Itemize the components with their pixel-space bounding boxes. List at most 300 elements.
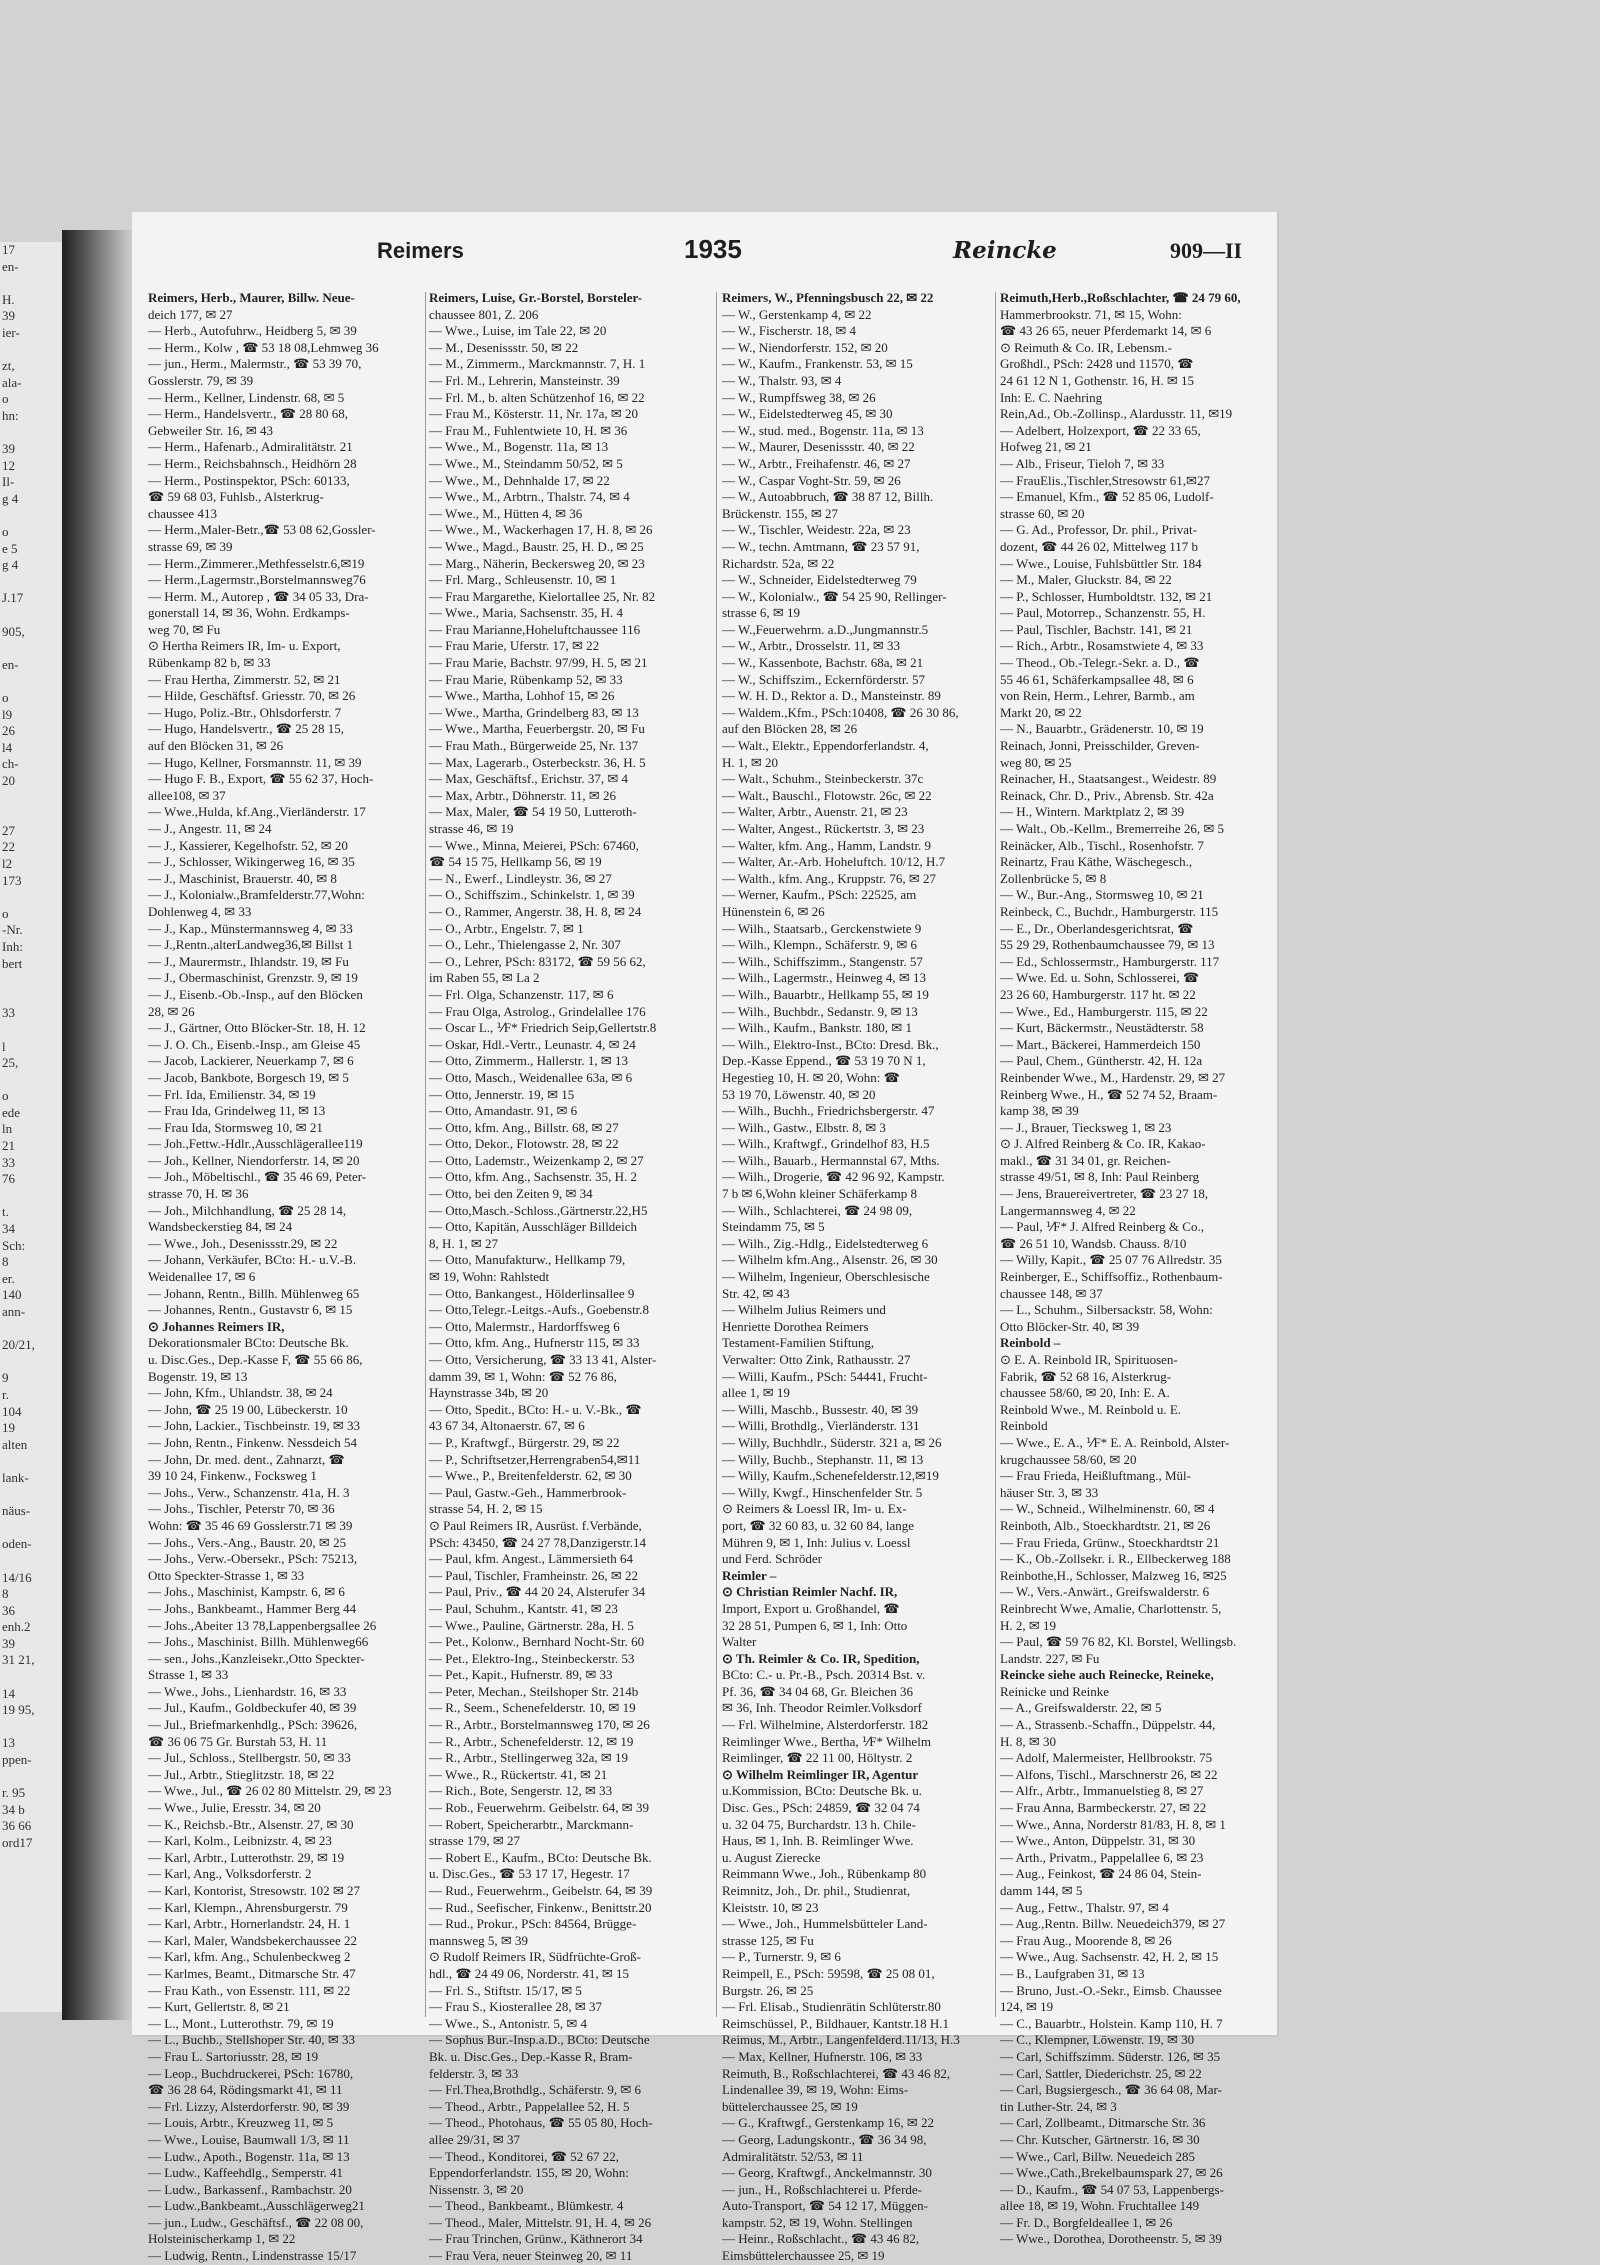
directory-entry: Richardstr. 52a, ✉ 22 — [722, 555, 835, 571]
directory-entry: — Frl. Ida, Emilienstr. 34, ✉ 19 — [148, 1086, 316, 1102]
directory-entry: — Walter, kfm. Ang., Hamm, Landstr. 9 — [722, 837, 932, 853]
left-page-fragment: 104 — [2, 1403, 22, 1419]
directory-entry: — Frau Marianne,Hoheluftchaussee 116 — [429, 621, 641, 637]
directory-entry: Reinbold — [1000, 1418, 1048, 1434]
directory-entry: Reimschüssel, P., Bildhauer, Kantstr.18 H.1 — [722, 2015, 949, 2031]
directory-entry: 23 26 60, Hamburgerstr. 117 ht. ✉ 22 — [1000, 986, 1196, 1002]
left-page-fragment: 8 — [2, 1254, 9, 1270]
directory-entry: — C., Bauarbtr., Holstein. Kamp 110, H. 7 — [1000, 2015, 1223, 2031]
directory-entry: — Kurt, Gellertstr. 8, ✉ 21 — [148, 1999, 290, 2015]
left-page-fragment: 20 — [2, 773, 15, 788]
directory-entry: — Willy, Buchb., Stephanstr. 11, ✉ 13 — [722, 1451, 924, 1467]
directory-entry: — W., Maurer, Desenissstr. 40, ✉ 22 — [722, 439, 915, 455]
directory-entry: Verwalter: Otto Zink, Rathausstr. 27 — [722, 1352, 911, 1367]
directory-entry: — Willy, Kapit., ☎ 25 07 76 Allredstr. 35 — [1000, 1252, 1222, 1268]
directory-entry: — Werner, Kaufm., PSch: 22525, am — [722, 887, 917, 903]
directory-entry: — Aug.,Rentn. Billw. Neuedeich379, ✉ 27 — [1000, 1916, 1226, 1932]
directory-entry: — Wwe., Julie, Eresstr. 34, ✉ 20 — [148, 1800, 321, 1816]
directory-entry: — Paul, Motorrep., Schanzenstr. 55, H. — [1000, 605, 1206, 621]
directory-entry: — Hilde, Geschäftsf. Griesstr. 70, ✉ 26 — [148, 688, 356, 704]
directory-entry: Reimers, Luise, Gr.-Borstel, Borsteler- — [429, 290, 643, 305]
directory-entry: Reinboth, Alb., Stoeckhardtstr. 21, ✉ 26 — [1000, 1517, 1211, 1533]
directory-entry: — J., Eisenb.-Ob.-Insp., auf den Blöcken — [148, 986, 363, 1002]
left-page-fragment — [0, 425, 62, 442]
directory-entry: — sen., Johs.,Kanzleisekr.,Otto Speckter- — [148, 1650, 365, 1666]
directory-entry: — W.,Feuerwehrm. a.D.,Jungmannstr.5 — [722, 621, 929, 637]
directory-entry: — D., Kaufm., ☎ 54 07 53, Lappenbergs- — [1000, 2181, 1224, 2197]
directory-entry: — Peter, Mechan., Steilshoper Str. 214b — [429, 1683, 639, 1699]
directory-entry: — Theod., Arbtr., Pappelallee 52, H. 5 — [429, 2098, 630, 2114]
directory-entry: — Wwe.,Cath.,Brekelbaumspark 27, ✉ 26 — [1000, 2165, 1223, 2181]
directory-entry: — W., Kassenbote, Bachstr. 68a, ✉ 21 — [722, 655, 924, 671]
directory-entry: — O., Schiffszim., Schinkelstr. 1, ✉ 39 — [429, 887, 635, 903]
directory-entry: — Wwe., Joh., Hummelsbütteler Land- — [722, 1916, 928, 1932]
directory-entry: — E., Dr., Oberlandesgerichtsrat, ☎ — [1000, 920, 1194, 936]
directory-entry: — W., Fischerstr. 18, ✉ 4 — [722, 323, 857, 339]
directory-entry: — Frau Trinchen, Grünw., Käthnerort 34 — [429, 2231, 643, 2247]
directory-entry: — Karl, Klempn., Ahrensburgerstr. 79 — [148, 1899, 348, 1915]
directory-entry: ⊙ Rudolf Reimers IR, Südfrüchte-Groß- — [429, 1949, 641, 1965]
left-page-fragment: er. — [2, 1270, 15, 1286]
directory-entry: — A., Strassenb.-Schaffn., Düppelstr. 44, — [1000, 1717, 1216, 1733]
directory-entry: — W., Vers.-Anwärt., Greifswalderstr. 6 — [1000, 1584, 1210, 1600]
directory-entry: — J., Maurermstr., Ihlandstr. 19, ✉ Fu — [148, 953, 349, 969]
directory-entry: 7 b ✉ 6,Wohn kleiner Schäferkamp 8 — [722, 1186, 918, 1202]
directory-entry: — W., Bur.-Ang., Stormsweg 10, ✉ 21 — [1000, 887, 1204, 903]
directory-entry: — Otto, kfm. Ang., Sachsenstr. 35, H. 2 — [429, 1169, 637, 1185]
directory-entry: — Johs., Vers.-Ang., Baustr. 20, ✉ 25 — [148, 1534, 347, 1550]
directory-entry: — Johann, Rentn., Billh. Mühlenweg 65 — [148, 1285, 360, 1301]
directory-entry: Dohlenweg 4, ✉ 33 — [148, 903, 252, 919]
left-page-fragment: 17 — [2, 242, 15, 257]
header-right-name: Reincke — [953, 237, 1057, 264]
directory-entry: Walter — [722, 1634, 757, 1650]
directory-entry: — Otto,Masch.-Schloss.,Gärtnerstr.22,H5 — [429, 1202, 648, 1218]
directory-entry: Reinbold Wwe., M. Reinbold u. E. — [1000, 1401, 1182, 1417]
left-page-fragment: 36 66 — [2, 1818, 32, 1834]
directory-entry: — P., Kraftwgf., Bürgerstr. 29, ✉ 22 — [429, 1434, 620, 1450]
directory-entry: Wandsbeckerstieg 84, ✉ 24 — [148, 1219, 293, 1235]
directory-entry: Reimuth,Herb.,Roßschlachter, ☎ 24 79 60, — [1000, 290, 1241, 305]
directory-entry: — Wilh., Kraftwgf., Grindelhof 83, H.5 — [722, 1136, 930, 1152]
directory-entry: — John, Lackier., Tischbeinstr. 19, ✉ 33 — [148, 1418, 361, 1434]
directory-entry: — Rud., Prokur., PSch: 84564, Brügge- — [429, 1916, 637, 1932]
directory-entry: im Raben 55, ✉ La 2 — [429, 970, 540, 986]
directory-entry: BCto: C.- u. Pr.-B., Psch. 20314 Bst. v. — [722, 1667, 926, 1683]
directory-entry: — H., Wintern. Marktplatz 2, ✉ 39 — [1000, 804, 1185, 820]
left-page-fragment: ord17 — [2, 1835, 33, 1850]
directory-entry: — Wilh., Lagermstr., Heinweg 4, ✉ 13 — [722, 970, 927, 986]
directory-entry: ⊙ Christian Reimler Nachf. IR, — [722, 1584, 898, 1600]
directory-entry: auf den Blöcken 28, ✉ 26 — [722, 721, 858, 737]
directory-entry: — Paul, ⅟F* J. Alfred Reinberg & Co., — [1000, 1219, 1204, 1235]
directory-entry: Burgstr. 26, ✉ 25 — [722, 1982, 814, 1998]
directory-entry: — Paul, Chem., Güntherstr. 42, H. 12a — [1000, 1053, 1203, 1069]
directory-entry: — Jul., Briefmarkenhdlg., PSch: 39626, — [148, 1717, 358, 1733]
directory-entry: — W., Schneid., Wilhelminenstr. 60, ✉ 4 — [1000, 1501, 1215, 1517]
left-page-fragment: r. — [2, 1386, 9, 1402]
directory-entry: ⊙ Reimers & Loessl IR, Im- u. Ex- — [722, 1501, 907, 1517]
directory-entry: — Frau Marie, Uferstr. 17, ✉ 22 — [429, 638, 600, 654]
directory-entry: — J., Gärtner, Otto Blöcker-Str. 18, H. 12 — [148, 1020, 366, 1036]
directory-entry: — Frau Margarethe, Kielortallee 25, Nr. 82 — [429, 588, 656, 604]
directory-entry: tin Luther-Str. 24, ✉ 3 — [1000, 2098, 1117, 2114]
directory-entry: makl., ☎ 31 34 01, gr. Reichen- — [1000, 1152, 1171, 1168]
left-page-fragment — [0, 1321, 62, 1338]
directory-entry: 124, ✉ 19 — [1000, 1999, 1054, 2015]
directory-entry: Auto-Transport, ☎ 54 12 17, Müggen- — [722, 2198, 929, 2214]
left-page-fragment: t. — [2, 1204, 9, 1220]
left-page-fragment: 33 — [2, 1005, 15, 1021]
left-page-fragment: bert — [2, 955, 23, 971]
directory-entry: ✉ 36, Inh. Theodor Reimler.Volksdorf — [722, 1700, 922, 1716]
directory-entry: — Frl. Elisab., Studienrätin Schlüterstr.80 — [722, 1999, 941, 2015]
directory-entry: — O., Rammer, Angerstr. 38, H. 8, ✉ 24 — [429, 903, 642, 919]
left-page-fragment: 25, — [2, 1055, 19, 1071]
directory-entry: — Joh.,Fettw.-Hdlr.,Ausschlägerallee119 — [148, 1136, 363, 1152]
directory-entry: — Wwe., Johs., Lienhardstr. 16, ✉ 33 — [148, 1683, 347, 1699]
directory-entry: — Robert, Speicherarbtr., Marckmann- — [429, 1816, 634, 1832]
left-page-fragment: 905, — [2, 623, 25, 639]
directory-entry: — Paul, Tischler, Bachstr. 141, ✉ 21 — [1000, 621, 1193, 637]
directory-entry: Reinbrecht Wwe, Amalie, Charlottenstr. 5, — [1000, 1600, 1222, 1616]
directory-entry: — Wwe., P., Breitenfelderstr. 62, ✉ 30 — [429, 1468, 632, 1484]
directory-entry: Testament-Familien Stiftung, — [722, 1335, 875, 1351]
directory-entry: Reimers, W., Pfenningsbusch 22, ✉ 22 — [722, 290, 934, 305]
directory-entry: ☎ 36 28 64, Rödingsmarkt 41, ✉ 11 — [148, 2082, 343, 2098]
directory-entry: — Walter, Arbtr., Auenstr. 21, ✉ 23 — [722, 804, 908, 820]
directory-entry: — Rud., Seefischer, Finkenw., Benittstr.20 — [429, 1899, 652, 1915]
left-page-fragment — [0, 574, 62, 591]
directory-entry: — FrauElis.,Tischler,Stresowstr 61,✉27 — [1000, 472, 1210, 488]
directory-entry: — L., Schuhm., Silbersackstr. 58, Wohn: — [1000, 1302, 1213, 1318]
directory-entry: PSch: 43450, ☎ 24 27 78,Danzigerstr.14 — [429, 1534, 646, 1550]
directory-entry: — Willy, Buchhdlr., Süderstr. 321 a, ✉ 26 — [722, 1434, 942, 1450]
directory-entry: Reimler – — [722, 1567, 777, 1583]
directory-entry: — J., Kolonialw.,Bramfelderstr.77,Wohn: — [148, 887, 365, 903]
left-page-fragment: oden- — [2, 1536, 32, 1552]
directory-entry: — Sophus Bur.-Insp.a.D., BCto: Deutsche — [429, 2032, 650, 2048]
left-page-fragment: ppen- — [2, 1752, 32, 1768]
directory-entry: — Frl. M., b. alten Schützenhof 16, ✉ 22 — [429, 389, 645, 405]
left-page-fragment: o — [2, 391, 9, 407]
directory-entry: — Herm., Postinspektor, PSch: 60133, — [148, 472, 350, 488]
directory-entry: Reinäcker, Alb., Tischl., Rosenhofstr. 7 — [1000, 837, 1204, 853]
directory-entry: — Wilh., Bauarbtr., Hellkamp 55, ✉ 19 — [722, 986, 929, 1002]
directory-entry: Henriette Dorothea Reimers — [722, 1318, 869, 1334]
directory-entry: H. 8, ✉ 30 — [1000, 1733, 1057, 1749]
directory-entry: — W., Niendorferstr. 152, ✉ 20 — [722, 339, 888, 355]
directory-entry: — John, ☎ 25 19 00, Lübeckerstr. 10 — [148, 1401, 348, 1417]
directory-entry: Pf. 36, ☎ 34 04 68, Gr. Bleichen 36 — [722, 1683, 913, 1699]
directory-entry: — W., techn. Amtmann, ☎ 23 57 91, — [722, 538, 920, 554]
directory-entry: — A., Greifswalderstr. 22, ✉ 5 — [1000, 1700, 1162, 1716]
directory-entry: — Johs., Tischler, Peterstr 70, ✉ 36 — [148, 1501, 335, 1517]
directory-entry: — Willi, Brothdlg., Vierländerstr. 131 — [722, 1418, 920, 1434]
directory-entry: — Heinr., Roßschlacht., ☎ 43 46 82, — [722, 2231, 920, 2247]
directory-entry: — Frau Kath., von Essenstr. 111, ✉ 22 — [148, 1982, 351, 1998]
left-page-fragment: 19 95, — [2, 1702, 35, 1718]
directory-entry: — R., Arbtr., Schenefelderstr. 12, ✉ 19 — [429, 1733, 634, 1749]
directory-entry: ☎ 36 06 75 Gr. Burstah 53, H. 11 — [148, 1733, 328, 1749]
directory-entry: — Wilhelm, Ingenieur, Oberschlesische — [722, 1269, 930, 1285]
directory-entry: — O., Arbtr., Engelstr. 7, ✉ 1 — [429, 920, 584, 936]
directory-entry: Kleiststr. 10, ✉ 23 — [722, 1899, 819, 1915]
directory-entry: — Carl, Bugsiergesch., ☎ 36 64 08, Mar- — [1000, 2082, 1222, 2098]
left-page-fragment: zt, — [2, 358, 15, 374]
left-page-fragment: 31 21, — [2, 1652, 35, 1668]
left-page-fragment: 36 — [2, 1602, 15, 1618]
left-page-fragment: Il- — [2, 474, 15, 490]
directory-entry: — Otto, kfm. Ang., Hufnerstr 115, ✉ 33 — [429, 1335, 640, 1351]
directory-entry: port, ☎ 32 60 83, u. 32 60 84, lange — [722, 1517, 915, 1533]
directory-entry: H. 2, ✉ 19 — [1000, 1617, 1057, 1633]
directory-entry: — Paul, Gastw.-Geh., Hammerbrook- — [429, 1484, 627, 1500]
directory-entry: — Joh., Möbeltischl., ☎ 35 46 69, Peter- — [148, 1169, 367, 1185]
directory-entry: weg 80, ✉ 25 — [1000, 754, 1072, 770]
directory-entry: — J., Kassierer, Kegelhofstr. 52, ✉ 20 — [148, 837, 348, 853]
left-page-fragment: alten — [2, 1436, 28, 1452]
directory-entry: — Alfons, Tischl., Marschnerstr 26, ✉ 22 — [1000, 1766, 1218, 1782]
directory-entry: — Jul., Schloss., Stellbergstr. 50, ✉ 33 — [148, 1750, 351, 1766]
directory-entry: Steindamm 75, ✉ 5 — [722, 1219, 825, 1235]
left-page-fragment: näus- — [2, 1503, 31, 1519]
directory-entry: — Frau Aug., Moorende 8, ✉ 26 — [1000, 1932, 1172, 1948]
directory-entry: — Wwe., Louise, Baumwall 1/3, ✉ 11 — [148, 2131, 350, 2147]
directory-entry: — Otto, Manufakturw., Hellkamp 79, — [429, 1252, 626, 1268]
directory-entry: — Johannes, Rentn., Gustavstr 6, ✉ 15 — [148, 1302, 353, 1318]
left-page-fragment — [0, 1719, 62, 1736]
directory-entry: Reimlinger Wwe., Bertha, ⅟F* Wilhelm — [722, 1733, 931, 1749]
directory-entry: — Frau Ida, Stormsweg 10, ✉ 21 — [148, 1119, 323, 1135]
directory-entry: Haynstrasse 34b, ✉ 20 — [429, 1385, 549, 1401]
directory-entry: — Georg, Kraftwgf., Anckelmannstr. 30 — [722, 2165, 932, 2181]
directory-entry: mannsweg 5, ✉ 39 — [429, 1932, 528, 1948]
directory-entry: — Jacob, Lackierer, Neuerkamp 7, ✉ 6 — [148, 1053, 354, 1069]
directory-entry: — John, Dr. med. dent., Zahnarzt, ☎ — [148, 1451, 345, 1467]
directory-entry: — Wwe., Minna, Meierei, PSch: 67460, — [429, 837, 639, 853]
directory-entry: — Walter, Ar.-Arb. Hoheluftch. 10/12, H.7 — [722, 854, 946, 870]
directory-entry: — Karl, Ang., Volksdorferstr. 2 — [148, 1866, 312, 1882]
left-page-fragment: 14 — [2, 1685, 15, 1701]
directory-entry: — Wilh., Kaufm., Bankstr. 180, ✉ 1 — [722, 1020, 912, 1036]
directory-entry: — Johs., Verw.-Obersekr., PSch: 75213, — [148, 1551, 358, 1567]
left-page-fragment: o — [2, 905, 9, 921]
directory-entry: — Willy, Kwgf., Hinschenfelder Str. 5 — [722, 1484, 923, 1500]
left-page-fragment: enh.2 — [2, 1619, 31, 1635]
directory-entry: strasse 125, ✉ Fu — [722, 1932, 814, 1948]
directory-entry: chaussee 801, Z. 206 — [429, 306, 539, 322]
directory-entry: — Wwe., Martha, Feuerbergstr. 20, ✉ Fu — [429, 721, 645, 737]
directory-entry: dozent, ☎ 44 26 02, Mittelweg 117 b — [1000, 538, 1199, 554]
directory-entry: — Herm.,Zimmerer.,Methfesselstr.6,✉19 — [148, 555, 365, 571]
directory-entry: — R., Arbtr., Stellingerweg 32a, ✉ 19 — [429, 1750, 629, 1766]
book-gutter — [62, 230, 132, 2020]
directory-entry: — Wilh., Staatsarb., Gerckenstwiete 9 — [722, 920, 922, 936]
left-page-fragment: 39 — [2, 308, 15, 324]
directory-entry: Nissenstr. 3, ✉ 20 — [429, 2181, 524, 2197]
directory-entry: — Adelbert, Holzexport, ☎ 22 33 65, — [1000, 422, 1201, 438]
directory-entry: Reinbender Wwe., M., Hardenstr. 29, ✉ 27 — [1000, 1069, 1226, 1085]
left-page-fragment: l2 — [2, 855, 13, 871]
directory-entry: — John, Rentn., Finkenw. Nessdeich 54 — [148, 1434, 357, 1450]
directory-entry: Reinach, Jonni, Preisschilder, Greven- — [1000, 738, 1200, 754]
directory-entry: Reimuth, B., Roßschlachterei, ☎ 43 46 82, — [722, 2065, 951, 2081]
left-page-fragment: ier- — [2, 324, 20, 340]
directory-entry: u. 32 04 75, Burchardstr. 13 h. Chile- — [722, 1816, 916, 1832]
directory-entry: 8, H. 1, ✉ 27 — [429, 1235, 499, 1251]
directory-entry: — Paul, kfm. Angest., Lämmersieth 64 — [429, 1551, 634, 1567]
left-page-fragment: 13 — [2, 1735, 15, 1751]
directory-entry: — jun., Herm., Malermstr., ☎ 53 39 70, — [148, 356, 362, 372]
directory-entry: — Theod., Maler, Mittelstr. 91, H. 4, ✉ 26 — [429, 2214, 652, 2230]
directory-entry: — Hugo, Handelsvertr., ☎ 25 28 15, — [148, 721, 345, 737]
directory-entry: — Joh., Kellner, Niendorferstr. 14, ✉ 20 — [148, 1152, 360, 1168]
directory-entry: — C., Klempner, Löwenstr. 19, ✉ 30 — [1000, 2032, 1195, 2048]
directory-entry: — P., Schlosser, Humboldtstr. 132, ✉ 21 — [1000, 588, 1213, 604]
directory-entry: Eppendorferlandstr. 155, ✉ 20, Wohn: — [429, 2165, 629, 2181]
directory-entry: chaussee 148, ✉ 37 — [1000, 1285, 1103, 1301]
directory-entry: — Karl, Arbtr., Hornerlandstr. 24, H. 1 — [148, 1916, 351, 1932]
directory-entry: — Frau L. Sartoriusstr. 28, ✉ 19 — [148, 2048, 319, 2064]
directory-entry: ⊙ Hertha Reimers IR, Im- u. Export, — [148, 638, 341, 654]
directory-entry: — Max, Kellner, Hufnerstr. 106, ✉ 33 — [722, 2048, 923, 2064]
directory-entry: allee 1, ✉ 19 — [722, 1385, 790, 1401]
directory-entry: — Wilh., Buchh., Friedrichsbergerstr. 47 — [722, 1103, 935, 1119]
directory-entry: Holsteinischerkamp 1, ✉ 22 — [148, 2231, 296, 2247]
directory-entry: — M., Zimmerm., Marckmannstr. 7, H. 1 — [429, 356, 646, 372]
directory-entry: Weidenallee 17, ✉ 6 — [148, 1269, 256, 1285]
directory-entry: damm 39, ✉ 1, Wohn: ☎ 52 76 86, — [429, 1368, 617, 1384]
directory-entry: — Wwe., Luise, im Tale 22, ✉ 20 — [429, 323, 607, 339]
directory-entry: — Wwe., M., Arbtrn., Thalstr. 74, ✉ 4 — [429, 489, 630, 505]
left-page-fragment: 21 — [2, 1138, 15, 1154]
left-page-fragment: Sch: — [2, 1237, 26, 1253]
directory-entry: strasse 49/51, ✉ 8, Inh: Paul Reinberg — [1000, 1169, 1200, 1185]
directory-entry: weg 70, ✉ Fu — [148, 621, 221, 637]
directory-entry: — Frl. Olga, Schanzenstr. 117, ✉ 6 — [429, 986, 614, 1002]
directory-entry: — Wwe., Dorothea, Dorotheenstr. 5, ✉ 39 — [1000, 2231, 1222, 2247]
left-page-fragment — [0, 1453, 62, 1470]
directory-entry: — Walt., Ob.-Kellm., Bremerreihe 26, ✉ 5 — [1000, 821, 1225, 836]
directory-entry: — Frau Math., Bürgerweide 25, Nr. 137 — [429, 738, 639, 754]
directory-entry: — Wwe., M., Bogenstr. 11a, ✉ 13 — [429, 439, 609, 455]
directory-entry: — Otto, Versicherung, ☎ 33 13 41, Alster- — [429, 1352, 657, 1367]
left-page-fragment: r. 95 — [2, 1785, 26, 1801]
directory-entry: — Ludw., Barkassenf., Rambachstr. 20 — [148, 2181, 352, 2197]
directory-entry: — Karlmes, Beamt., Ditmarsche Str. 47 — [148, 1965, 356, 1981]
column-3 — [722, 290, 997, 2264]
directory-entry: Langermannsweg 4, ✉ 22 — [1000, 1202, 1136, 1218]
left-page-fragment — [0, 1487, 62, 1504]
directory-entry: — Frau Olga, Astrolog., Grindelallee 176 — [429, 1003, 646, 1019]
directory-entry: — L., Mont., Lutterothstr. 79, ✉ 19 — [148, 2015, 334, 2031]
directory-entry: Rein,Ad., Ob.-Zollinsp., Alardusstr. 11, ✉19 — [1000, 406, 1233, 422]
directory-entry: u. Disc.Ges., Dep.-Kasse F, ☎ 55 66 86, — [148, 1352, 363, 1367]
left-page-fragment: 34 — [2, 1221, 15, 1237]
left-page-fragment — [0, 1769, 62, 1786]
left-page-fragment — [0, 342, 62, 359]
left-page-fragment: l4 — [2, 739, 13, 755]
directory-entry: — Rich., Bote, Sengerstr. 12, ✉ 33 — [429, 1783, 613, 1799]
directory-entry: — Wwe., Ed., Hamburgerstr. 115, ✉ 22 — [1000, 1003, 1208, 1019]
directory-entry: — Willi, Kaufm., PSch: 54441, Frucht- — [722, 1368, 928, 1384]
left-page-fragment: l9 — [2, 706, 13, 722]
directory-entry: 28, ✉ 26 — [148, 1003, 195, 1019]
directory-entry: — Willy, Kaufm.,Schenefelderstr.12,✉19 — [722, 1468, 939, 1484]
directory-entry: — Paul, Priv., ☎ 44 20 24, Alsterufer 34 — [429, 1584, 646, 1600]
directory-entry: Reincke siehe auch Reinecke, Reineke, — [1000, 1667, 1214, 1683]
directory-entry: — Johs., Bankbeamt., Hammer Berg 44 — [148, 1600, 357, 1616]
directory-entry: — W., Tischler, Weidestr. 22a, ✉ 23 — [722, 522, 911, 538]
directory-entry: — Wwe., Maria, Sachsenstr. 35, H. 4 — [429, 605, 624, 621]
directory-entry: — W., Rumpffsweg 38, ✉ 26 — [722, 389, 876, 405]
directory-entry: Hegestieg 10, H. ✉ 20, Wohn: ☎ — [722, 1069, 900, 1085]
directory-entry: ⊙ Paul Reimers IR, Ausrüst. f.Verbände, — [429, 1517, 642, 1533]
left-page-fragment: ede — [2, 1104, 21, 1120]
left-page-fragment: ln — [2, 1121, 13, 1137]
directory-entry: Hammerbrookstr. 71, ✉ 15, Wohn: — [1000, 306, 1182, 322]
directory-entry: Otto Speckter-Strasse 1, ✉ 33 — [148, 1567, 305, 1583]
directory-entry: — Oscar L., ⅟F* Friedrich Seip,Gellertstr.8 — [429, 1020, 657, 1036]
directory-entry: kamp 38, ✉ 39 — [1000, 1103, 1079, 1119]
left-page-fragment: 12 — [2, 457, 15, 473]
directory-entry: — Otto,Telegr.-Leitgs.-Aufs., Goebenstr.8 — [429, 1302, 650, 1318]
left-page-fragment — [0, 607, 62, 624]
left-page-fragment — [0, 889, 62, 906]
left-page-fragment: 39 — [2, 441, 15, 457]
left-page-fragment — [0, 989, 62, 1006]
directory-entry: Reinberger, E., Schiffsoffiz., Rothenbaum- — [1000, 1269, 1223, 1285]
directory-entry: chaussee 413 — [148, 505, 217, 521]
left-page-fragment: 14/16 — [2, 1569, 32, 1585]
directory-entry: Großhdl., PSch: 2428 und 11570, ☎ — [1000, 356, 1194, 372]
directory-entry: — P., Turnerstr. 9, ✉ 6 — [722, 1949, 841, 1965]
directory-entry: Reinbold – — [1000, 1335, 1061, 1351]
directory-entry: Reimnitz, Joh., Dr. phil., Studienrat, — [722, 1883, 911, 1898]
directory-entry: — Otto, Dekor., Flotowstr. 28, ✉ 22 — [429, 1136, 619, 1152]
directory-entry: — Willi, Maschb., Bussestr. 40, ✉ 39 — [722, 1401, 919, 1417]
directory-entry: — Herm.,Maler-Betr.,☎ 53 08 62,Gossler- — [148, 522, 376, 538]
left-page-fragment: ann- — [2, 1304, 26, 1319]
directory-entry: Gosslerstr. 79, ✉ 39 — [148, 372, 254, 388]
directory-entry: — Emanuel, Kfm., ☎ 52 85 06, Ludolf- — [1000, 489, 1214, 505]
directory-entry: chaussee 58/60, ✉ 20, Inh: E. A. — [1000, 1385, 1170, 1401]
directory-entry: — Theod., Bankbeamt., Blümkestr. 4 — [429, 2198, 624, 2214]
directory-entry: Lindenallee 39, ✉ 19, Wohn: Eims- — [722, 2082, 909, 2098]
directory-entry: — Herm., Kellner, Lindenstr. 68, ✉ 5 — [148, 389, 345, 405]
left-page-fragment — [0, 790, 62, 807]
directory-entry: ⊙ Th. Reimler & Co. IR, Spedition, — [722, 1650, 920, 1666]
directory-entry: — Herm., Hafenarb., Admiralitätstr. 21 — [148, 439, 353, 455]
directory-entry: u. Disc.Ges., ☎ 53 17 17, Hegestr. 17 — [429, 1866, 630, 1882]
directory-entry: — Otto, Spedit., BCto: H.- u. V.-Bk., ☎ — [429, 1401, 642, 1417]
directory-entry: 24 61 12 N 1, Gothenstr. 16, H. ✉ 15 — [1000, 372, 1194, 388]
left-page-fragment: 34 b — [2, 1801, 25, 1817]
directory-entry: — W., Kolonialw., ☎ 54 25 90, Rellinger- — [722, 588, 947, 604]
left-page-fragment: g 4 — [2, 557, 19, 573]
directory-page — [132, 212, 1279, 2264]
left-page-fragment: 27 — [2, 822, 15, 838]
directory-entry: — Georg, Ladungskontr., ☎ 36 34 98, — [722, 2131, 927, 2147]
directory-entry: — J., Maschinist, Brauerstr. 40, ✉ 8 — [148, 870, 337, 886]
left-page-fragment: ala- — [2, 374, 22, 390]
left-page-fragment — [0, 806, 62, 823]
left-page-edge — [0, 242, 63, 2012]
directory-entry: — Frau Ida, Grindelweg 11, ✉ 13 — [148, 1103, 326, 1119]
directory-entry: Reinack, Chr. D., Priv., Abrensb. Str. 42a — [1000, 787, 1214, 803]
directory-entry: Reimlinger, ☎ 22 11 00, Höltystr. 2 — [722, 1750, 913, 1766]
